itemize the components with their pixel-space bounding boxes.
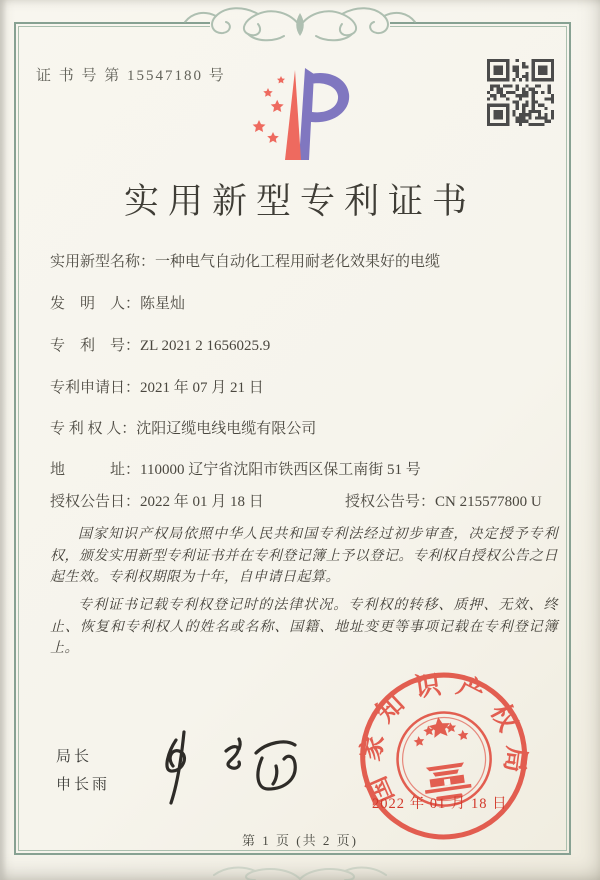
scan-edge-shadow <box>0 0 7 880</box>
field-value: 110000 辽宁省沈阳市铁西区保工南街 51 号 <box>140 462 421 478</box>
logo-p-shape <box>299 68 349 160</box>
grant-date: 授权公告日：2022 年 01 月 18 日 <box>50 494 264 510</box>
official-seal-icon <box>347 659 542 858</box>
dragon-scroll-ornament-top-icon <box>182 0 418 53</box>
field-value: 沈阳辽缆电线电缆有限公司 <box>136 421 317 437</box>
legal-paragraph-1: 国家知识产权局依照中华人民共和国专利法经过初步审查，决定授予专利权，颁发实用新型专利证书并在专利登记簿上予以登记。专利权自授权公告之日起生效。专利权期限为十年，自申请日起算。 <box>50 527 558 586</box>
field-label: 专 利 权 人： <box>50 421 137 437</box>
field-value: ZL 2021 2 1656025.9 <box>140 338 271 354</box>
qr-code-icon <box>487 59 554 131</box>
certificate-number: 证 书 号 第 15547180 号 <box>36 68 226 84</box>
field-label: 专 利 号： <box>50 338 141 354</box>
page-footer: 第 1 页 (共 2 页) <box>242 833 358 848</box>
certificate-title: 实用新型专利证书 <box>123 182 476 221</box>
field-row-address <box>50 458 556 479</box>
field-label: 专利申请日： <box>50 380 141 396</box>
seal-ring-text: 国家知识产权局 <box>355 668 532 808</box>
legal-text <box>50 524 558 666</box>
field-row-name <box>50 250 556 271</box>
field-row-filing-date <box>50 376 556 397</box>
field-value: 2021 年 07 月 21 日 <box>140 380 264 396</box>
dragon-scroll-ornament-bottom-icon <box>200 865 400 880</box>
field-value: 一种电气自动化工程用耐老化效果好的电缆 <box>155 254 441 270</box>
field-label: 实用新型名称： <box>50 254 156 270</box>
field-row-patentee <box>50 417 556 438</box>
seal-date: 2022 年 01 月 18 日 <box>372 796 508 812</box>
field-label: 地 址： <box>50 462 141 478</box>
legal-paragraph-2: 专利证书记载专利权登记时的法律状况。专利权的转移、质押、无效、终止、恢复和专利权人的姓名或名称、国籍、地址变更等事项记载在专利登记簿上。 <box>50 598 558 657</box>
officer-name: 申长雨 <box>56 775 111 793</box>
svg-text:国家知识产权局 <box>347 659 537 809</box>
field-row-patent-number <box>50 334 556 355</box>
officer-title: 局长 <box>56 748 93 765</box>
officer-block <box>56 743 110 799</box>
field-value: 陈星灿 <box>140 296 186 312</box>
cnipa-logo-icon <box>243 62 357 171</box>
field-row-inventor <box>50 292 556 313</box>
field-label: 发 明 人： <box>50 296 141 312</box>
grant-number: 授权公告号：CN 215577800 U <box>345 494 542 510</box>
field-row-grant <box>50 490 556 511</box>
handwritten-signature-icon <box>138 726 323 813</box>
